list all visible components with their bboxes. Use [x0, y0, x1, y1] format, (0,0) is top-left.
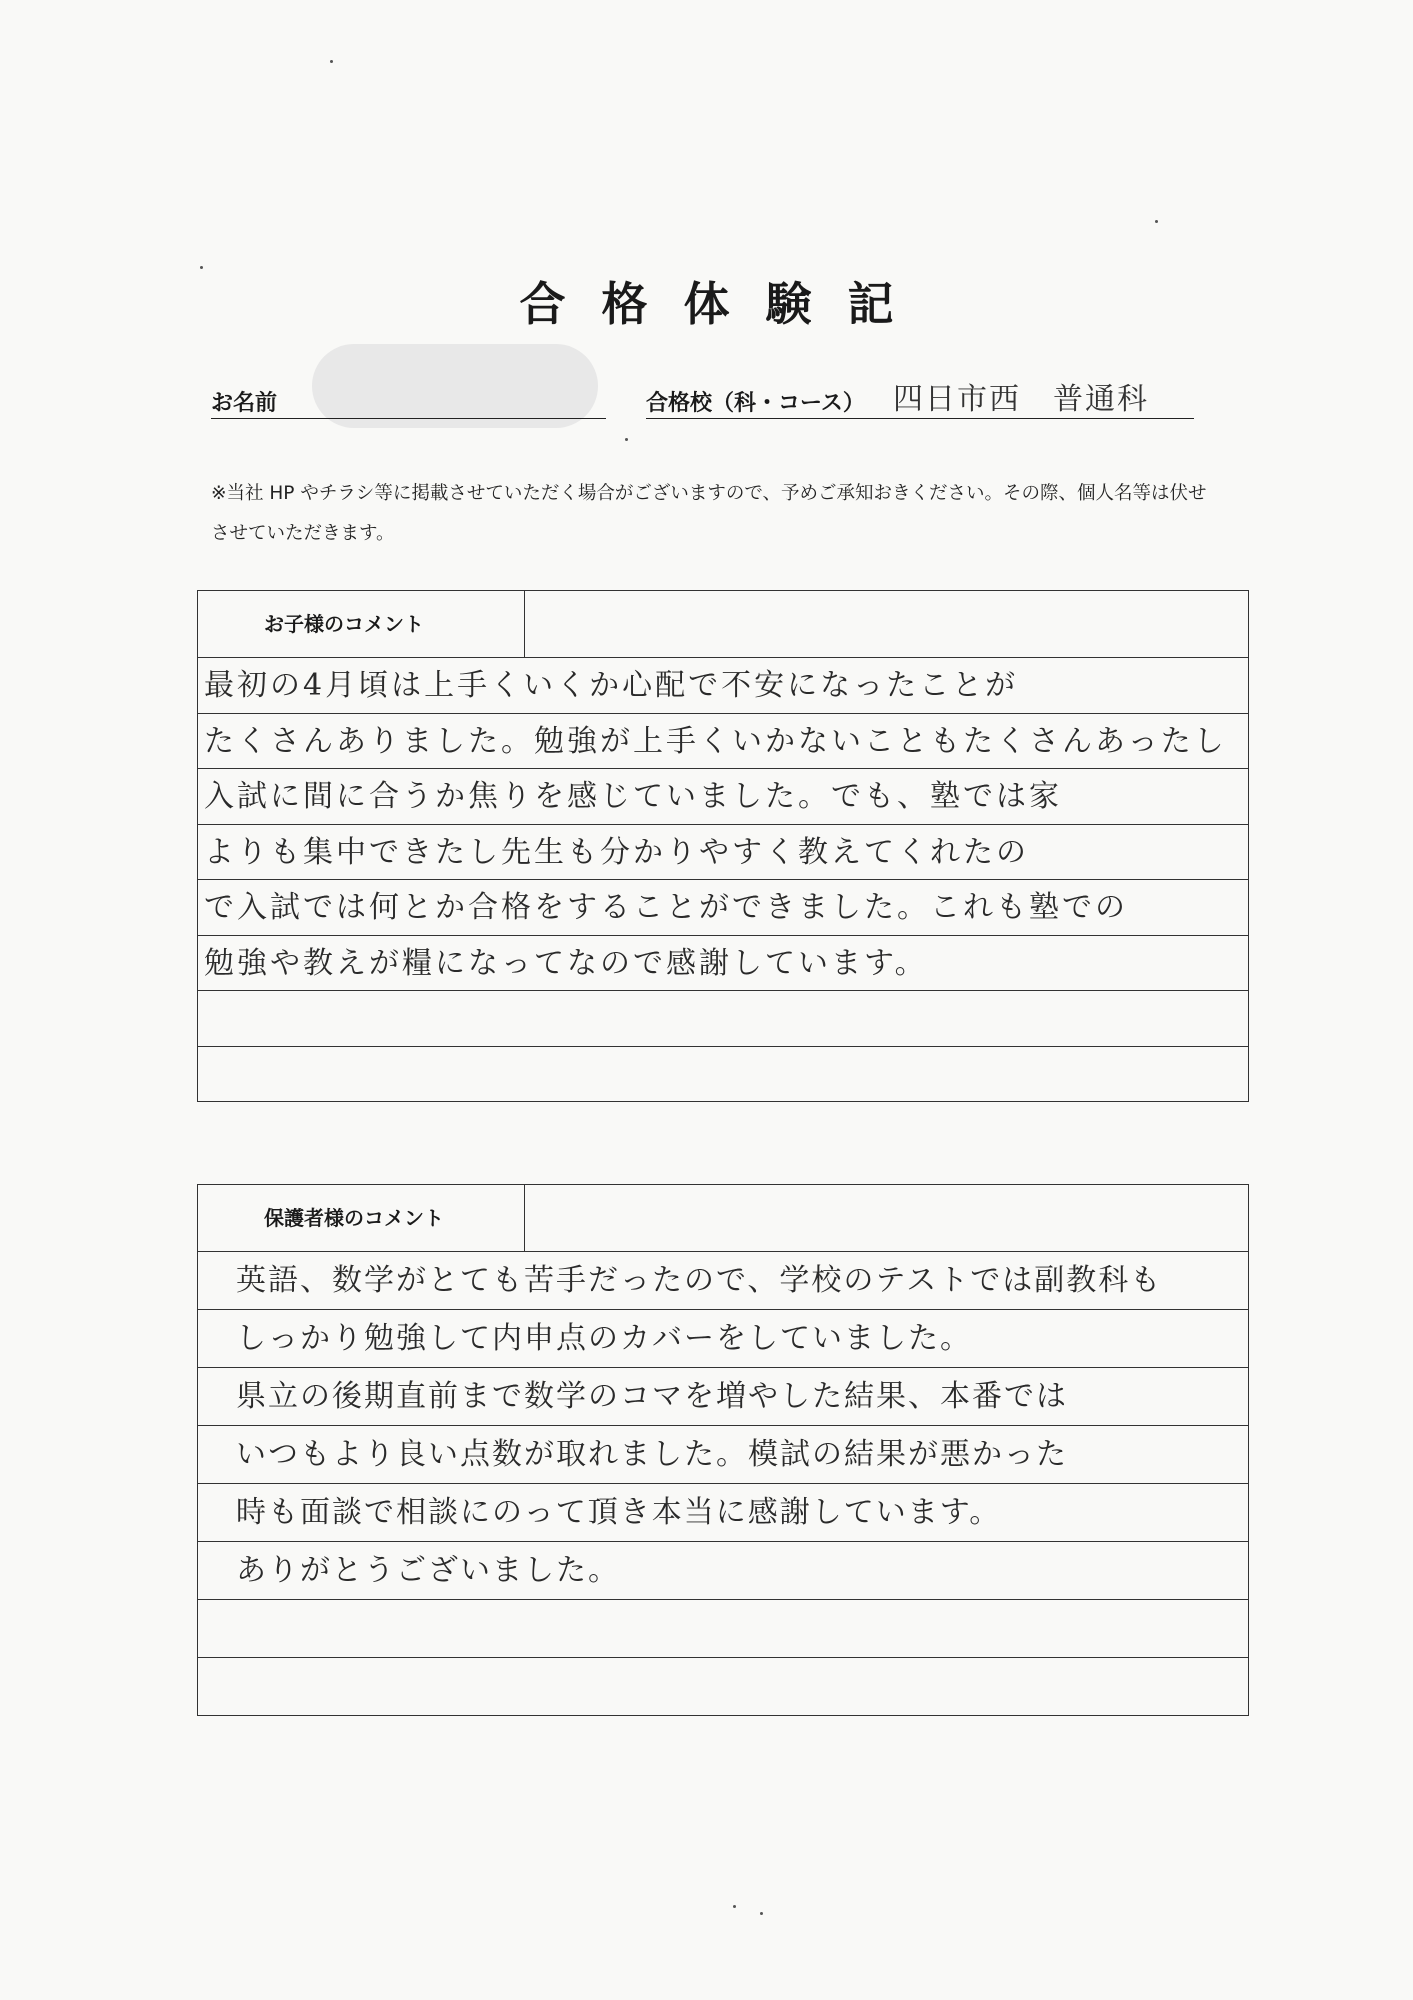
- handwritten-line: [198, 991, 1248, 1047]
- child-comment-header: [198, 591, 1248, 658]
- name-redaction: [312, 344, 598, 428]
- parent-comment-label: 保護者様のコメント: [198, 1185, 525, 1251]
- name-underline: [211, 418, 606, 419]
- handwritten-line: たくさんありました。勉強が上手くいかないこともたくさんあったし: [198, 714, 1248, 770]
- handwritten-line: 時も面談で相談にのって頂き本当に感謝しています。: [198, 1484, 1248, 1542]
- page-title: 合格体験記: [519, 277, 930, 331]
- notice-text: ※当社 HP やチラシ等に掲載させていただく場合がございますので、予めご承知おきください。その際、個人名等は伏せさせていただきます。: [211, 483, 1207, 544]
- handwritten-line: で入試では何とか合格をすることができました。これも塾での: [198, 880, 1248, 936]
- handwritten-line: [198, 1600, 1248, 1658]
- child-comment-label: お子様のコメント: [198, 591, 525, 657]
- handwritten-line: いつもより良い点数が取れました。模試の結果が悪かった: [198, 1426, 1248, 1484]
- handwritten-line: 英語、数学がとても苦手だったので、学校のテストでは副教科も: [198, 1252, 1248, 1310]
- school-value: 四日市西 普通科: [893, 382, 1149, 417]
- scan-speck: [760, 1912, 763, 1915]
- scan-speck: [200, 266, 203, 269]
- handwritten-line: しっかり勉強して内申点のカバーをしていました。: [198, 1310, 1248, 1368]
- handwritten-line: 勉強や教えが糧になってなので感謝しています。: [198, 936, 1248, 992]
- scan-speck: [1155, 220, 1158, 223]
- child-comment-lines: [198, 658, 1248, 1102]
- scan-speck: [330, 60, 333, 63]
- handwritten-line: 入試に間に合うか焦りを感じていました。でも、塾では家: [198, 769, 1248, 825]
- handwritten-line: ありがとうございました。: [198, 1542, 1248, 1600]
- parent-comment-lines: [198, 1252, 1248, 1716]
- school-underline: [646, 418, 1194, 419]
- school-label: 合格校（科・コース）: [646, 391, 865, 416]
- scan-speck: [733, 1905, 736, 1908]
- handwritten-line: [198, 1658, 1248, 1716]
- child-comment-box: [197, 590, 1249, 1102]
- handwritten-line: 県立の後期直前まで数学のコマを増やした結果、本番では: [198, 1368, 1248, 1426]
- handwritten-line: 最初の4月頃は上手くいくか心配で不安になったことが: [198, 658, 1248, 714]
- parent-comment-box: [197, 1184, 1249, 1716]
- parent-comment-header: [198, 1185, 1248, 1252]
- handwritten-line: [198, 1047, 1248, 1103]
- scan-speck: [625, 438, 628, 441]
- name-label: お名前: [211, 391, 278, 416]
- handwritten-line: よりも集中できたし先生も分かりやすく教えてくれたの: [198, 825, 1248, 881]
